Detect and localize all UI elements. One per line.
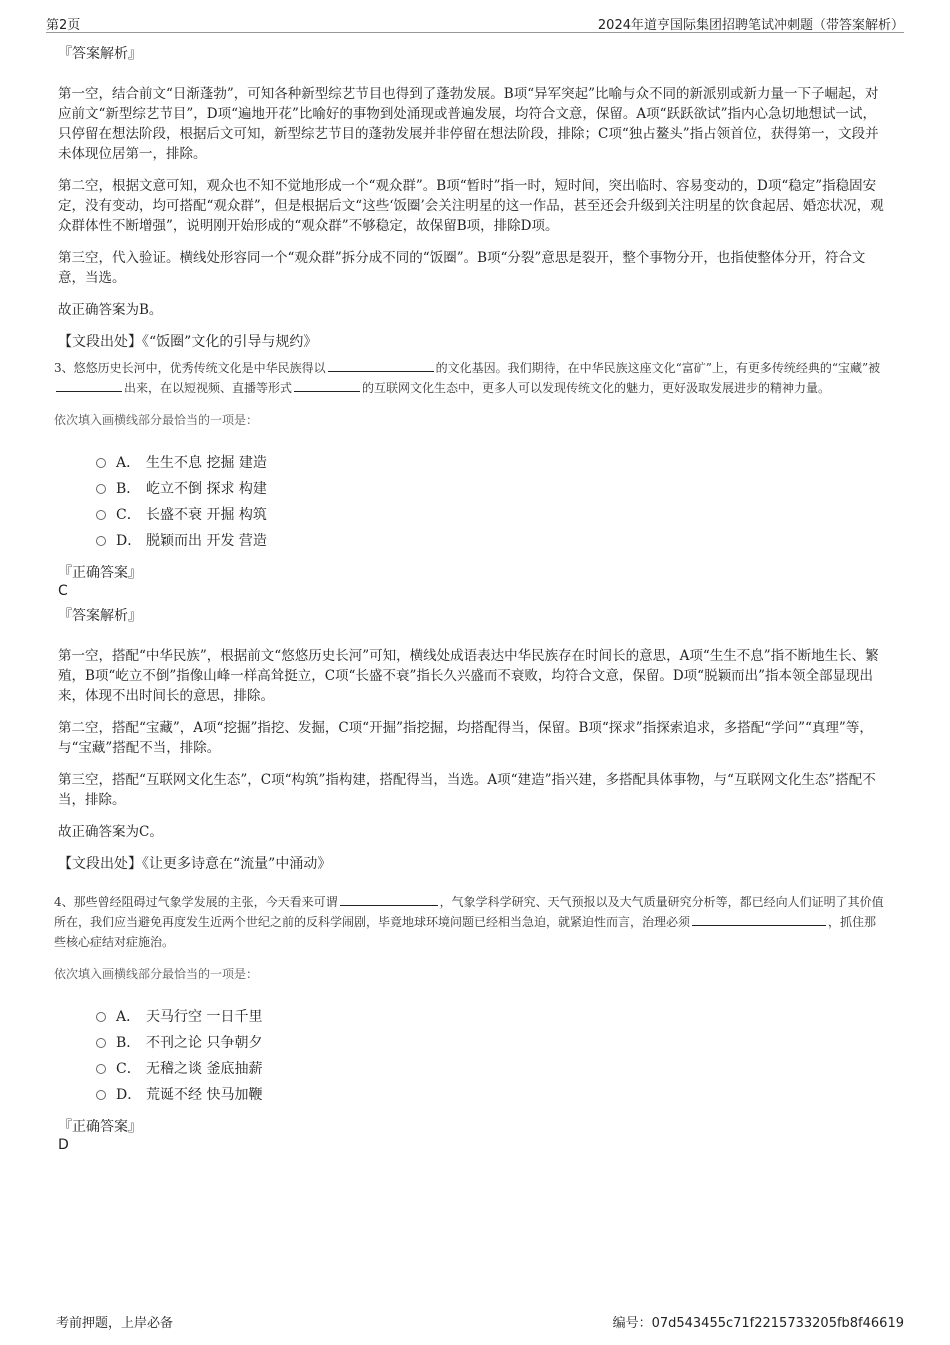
q3-analysis-p2: 第二空，搭配“宝藏”，A项“挖掘”指挖、发掘，C项“开掘”指挖掘，均搭配得当，保留。B项“探求”指探索追求，多搭配“学问”“真理”等，与“宝藏”搭配不当，排除。 (58, 720, 873, 756)
q4-options (96, 1004, 886, 1108)
q3-stem-part4: 的互联网文化生态中，更多人可以发现传统文化的魅力，更好汲取发展进步的精神力量。 (362, 381, 831, 395)
q3-blank-2 (56, 378, 122, 392)
q4-stem-part2: ，气象学科学研究、天气预报以及大气质量研究分析等，都已经向人们证明了其价值所在，我们应当避免再度发生近两个世纪之前的反科学闹剧，毕竟地球环境问题已经相当急迫，就紧迫性而言，治理必须 (54, 895, 884, 929)
q3-blank-3 (294, 378, 360, 392)
radio-icon[interactable] (96, 1038, 106, 1048)
q3-analysis-p1: 第一空，搭配“中华民族”，根据前文“悠悠历史长河”可知，横线处成语表达中华民族存在时间长的意思，A项“生生不息”指不断地生长、繁殖，B项“屹立不倒”指像山峰一样高耸挺立，C项“长盛不衰”指长久兴盛而不衰败，均符合文意，保留。D项“脱颖而出”指本领全部显现出来，体现不出时间长的意思，排除。 (58, 648, 879, 704)
q2-conclusion: 故正确答案为B。 (58, 302, 163, 318)
q4-blank-2 (692, 912, 826, 926)
radio-icon[interactable] (96, 1012, 106, 1022)
q3-option-a[interactable]: A． 生生不息 挖掘 建造 (96, 450, 886, 476)
page-header (46, 12, 904, 33)
page-number: 第2页 (46, 18, 81, 33)
q4-option-b[interactable]: B． 不刊之论 只争朝夕 (96, 1030, 886, 1056)
q3-answer: C (58, 583, 68, 599)
footer-slogan: 考前押题，上岸必备 (56, 1316, 174, 1331)
q4-option-a[interactable]: A． 天马行空 一日千里 (96, 1004, 886, 1030)
q3-option-d[interactable]: D． 脱颖而出 开发 营造 (96, 528, 886, 554)
q4-stem (54, 892, 886, 952)
main-content (56, 44, 886, 1160)
q3-stem-part1: 3、悠悠历史长河中，优秀传统文化是中华民族得以 (54, 361, 326, 375)
radio-icon[interactable] (96, 1064, 106, 1074)
q2-analysis-p2: 第二空，根据文意可知，观众也不知不觉地形成一个“观众群”。B项“暂时”指一时，短时间，突出临时、容易变动的，D项“稳定”指稳固安定，没有变动，均可搭配“观众群”，但是根据后文“这些‘饭圈’会关注明星的这一作品，甚至还会升级到关注明星的饮食起居、婚恋状况，观众群体性不断增强”，说明刚开始形成的“观众群”不够稳定，故保留B项，排除D项。 (58, 178, 884, 234)
radio-icon[interactable] (96, 458, 106, 468)
radio-icon[interactable] (96, 484, 106, 494)
q4-answer-label: 『正确答案』 (58, 1119, 142, 1135)
q2-analysis-label: 『答案解析』 (58, 46, 142, 62)
q4-answer: D (58, 1137, 69, 1153)
radio-icon[interactable] (96, 1090, 106, 1100)
q3-blank-1 (328, 358, 434, 372)
document-id: 编号：07d543455c71f2215733205fb8f46619 (612, 1316, 904, 1331)
q4-option-c[interactable]: C． 无稽之谈 釜底抽薪 (96, 1056, 886, 1082)
q4-prompt: 依次填入画横线部分最恰当的一项是： (54, 967, 259, 981)
q3-options (96, 450, 886, 554)
q3-option-c[interactable]: C． 长盛不衰 开掘 构筑 (96, 502, 886, 528)
q4-option-d[interactable]: D． 荒诞不经 快马加鞭 (96, 1082, 886, 1108)
q3-stem (54, 358, 886, 398)
q3-analysis-p3: 第三空，搭配“互联网文化生态”，C项“构筑”指构建，搭配得当，当选。A项“建造”指兴建，多搭配具体事物，与“互联网文化生态”搭配不当，排除。 (58, 772, 876, 808)
q2-analysis-p3: 第三空，代入验证。横线处形容同一个“观众群”拆分成不同的“饭圈”。B项“分裂”意思是裂开，整个事物分开，也指使整体分开，符合文意，当选。 (58, 250, 866, 286)
radio-icon[interactable] (96, 536, 106, 546)
q3-conclusion: 故正确答案为C。 (58, 824, 163, 840)
q3-prompt: 依次填入画横线部分最恰当的一项是： (54, 413, 259, 427)
q4-blank-1 (340, 892, 438, 906)
document-title: 2024年道亨国际集团招聘笔试冲刺题（带答案解析） (597, 18, 904, 33)
q4-stem-part3: ，抓住那些核心症结对症施治。 (54, 915, 877, 949)
page-footer (46, 1312, 904, 1332)
q3-stem-part3: 出来，在以短视频、直播等形式 (124, 381, 293, 395)
q3-source: 【文段出处】《让更多诗意在“流量”中涌动》 (58, 856, 332, 872)
q4-stem-part1: 4、那些曾经阻碍过气象学发展的主张，今天看来可谓 (54, 895, 338, 909)
q3-option-b[interactable]: B． 屹立不倒 探求 构建 (96, 476, 886, 502)
q2-source: 【文段出处】《“饭圈”文化的引导与规约》 (58, 334, 318, 350)
radio-icon[interactable] (96, 510, 106, 520)
q3-analysis-label: 『答案解析』 (58, 608, 142, 624)
q3-stem-part2: 的文化基因。我们期待，在中华民族这座文化“富矿”上，有更多传统经典的“宝藏”被 (435, 361, 881, 375)
q2-analysis-p1: 第一空，结合前文“日渐蓬勃”，可知各种新型综艺节目也得到了蓬勃发展。B项“异军突起”比喻与众不同的新派别或新力量一下子崛起，对应前文“新型综艺节目”，D项“遍地开花”比喻好的事物到处涌现或普遍发展，均符合文意，保留。A项“跃跃欲试”指内心急切地想试一试，只停留在想法阶段，根据后文可知，新型综艺节目的蓬勃发展并非停留在想法阶段，排除；C项“独占鳌头”指占领首位，获得第一，文段并未体现位居第一，排除。 (58, 86, 879, 162)
q3-answer-label: 『正确答案』 (58, 565, 142, 581)
